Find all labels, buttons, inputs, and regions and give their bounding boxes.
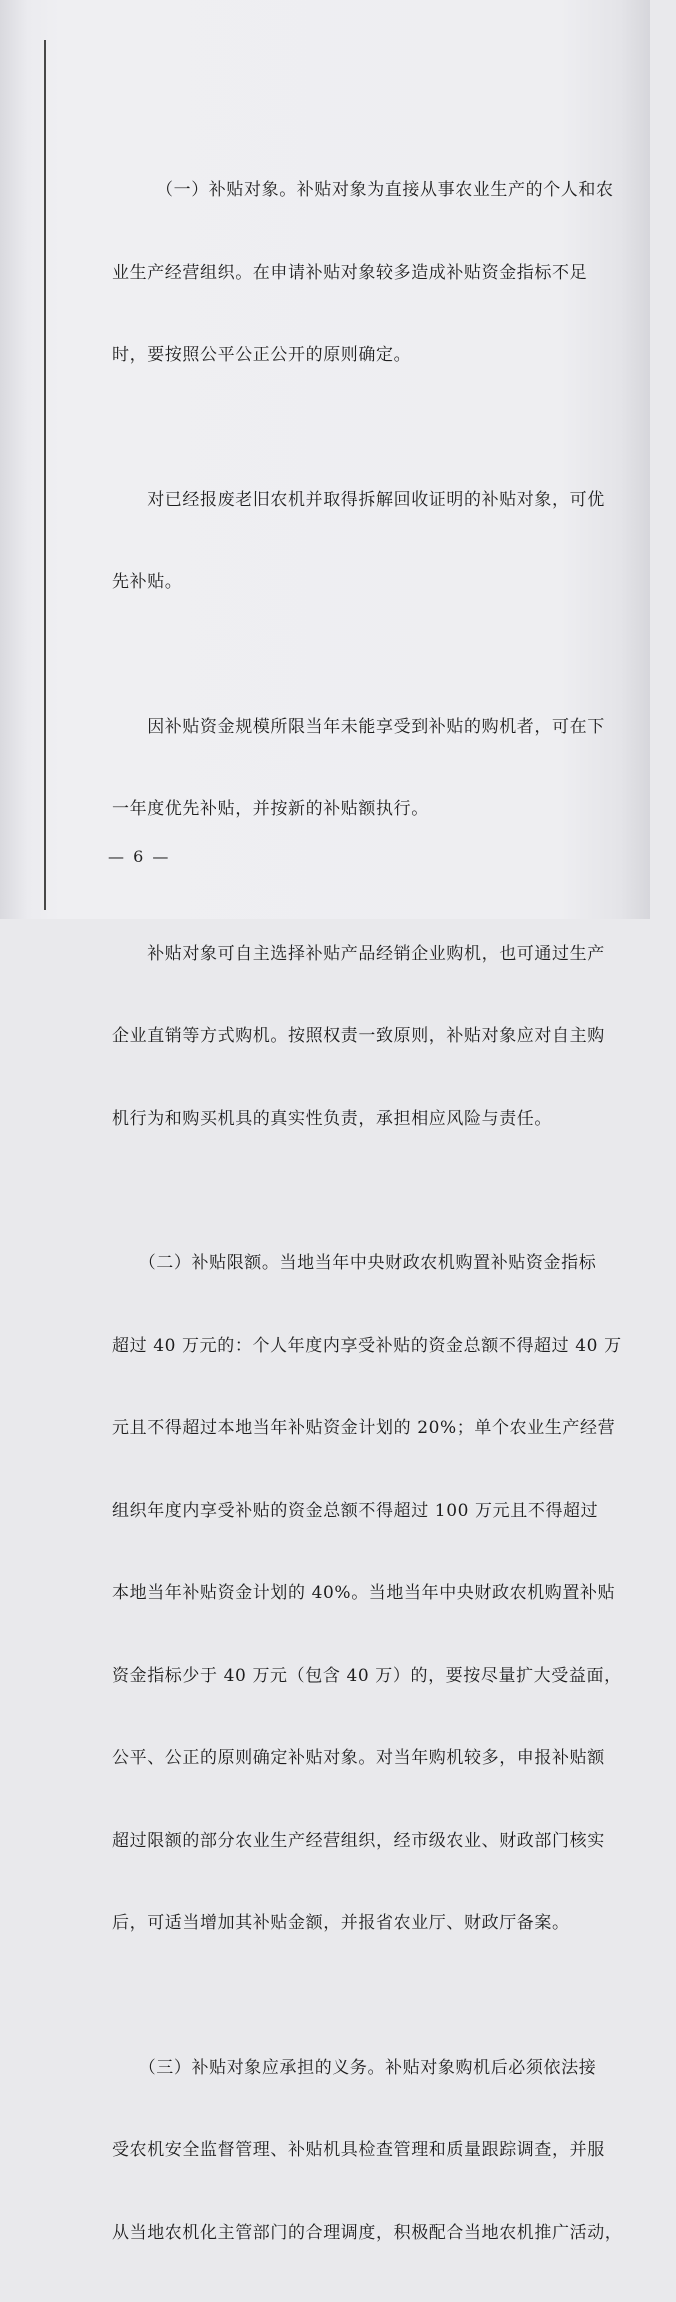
- paragraph-4: [100, 886, 620, 1189]
- text-line: 时，要按照公平公正公开的原则确定。: [112, 342, 620, 370]
- document-body: [100, 122, 620, 2302]
- text-line: （三）补贴对象应承担的义务。补贴对象购机后必须依法接: [112, 2055, 620, 2083]
- text-line: 从当地农机化主管部门的合理调度，积极配合当地农机推广活动，: [112, 2220, 620, 2248]
- text-line: 资金指标少于 40 万元（包含 40 万）的，要按尽量扩大受益面，: [112, 1663, 620, 1691]
- text-line: 超过 40 万元的：个人年度内享受补贴的资金总额不得超过 40 万: [112, 1333, 620, 1361]
- text-line: 补贴对象可自主选择补贴产品经销企业购机，也可通过生产: [112, 941, 620, 969]
- binding-edge-line: [44, 40, 46, 910]
- text-line: 对已经报废老旧农机并取得拆解回收证明的补贴对象，可优: [112, 487, 620, 515]
- paragraph-5: [100, 1195, 620, 1993]
- page-number: — 6 —: [108, 847, 170, 866]
- text-line: 本地当年补贴资金计划的 40%。当地当年中央财政农机购置补贴: [112, 1580, 620, 1608]
- text-line: （一）补贴对象。补贴对象为直接从事农业生产的个人和农: [156, 177, 676, 205]
- paragraph-3: [100, 659, 620, 879]
- paragraph-2: [100, 432, 620, 652]
- text-line: 因补贴资金规模所限当年未能享受到补贴的购机者，可在下: [112, 714, 620, 742]
- text-line: 超过限额的部分农业生产经营组织，经市级农业、财政部门核实: [112, 1828, 620, 1856]
- text-line: 一年度优先补贴，并按新的补贴额执行。: [112, 796, 620, 824]
- text-line: 元且不得超过本地当年补贴资金计划的 20%；单个农业生产经营: [112, 1415, 620, 1443]
- text-line: 受农机安全监督管理、补贴机具检查管理和质量跟踪调查，并服: [112, 2137, 620, 2165]
- paragraph-6: [100, 2000, 620, 2302]
- paragraph-1: [100, 122, 620, 425]
- text-line: 企业直销等方式购机。按照权责一致原则，补贴对象应对自主购: [112, 1023, 620, 1051]
- text-line: 先补贴。: [112, 569, 620, 597]
- text-line: 组织年度内享受补贴的资金总额不得超过 100 万元且不得超过: [112, 1498, 620, 1526]
- text-line: 业生产经营组织。在申请补贴对象较多造成补贴资金指标不足: [112, 260, 620, 288]
- text-line: 机行为和购买机具的真实性负责，承担相应风险与责任。: [112, 1106, 620, 1134]
- text-line: 公平、公正的原则确定补贴对象。对当年购机较多，申报补贴额: [112, 1745, 620, 1773]
- text-line: 后，可适当增加其补贴金额，并报省农业厅、财政厅备案。: [112, 1910, 620, 1938]
- text-line: （二）补贴限额。当地当年中央财政农机购置补贴资金指标: [112, 1250, 620, 1278]
